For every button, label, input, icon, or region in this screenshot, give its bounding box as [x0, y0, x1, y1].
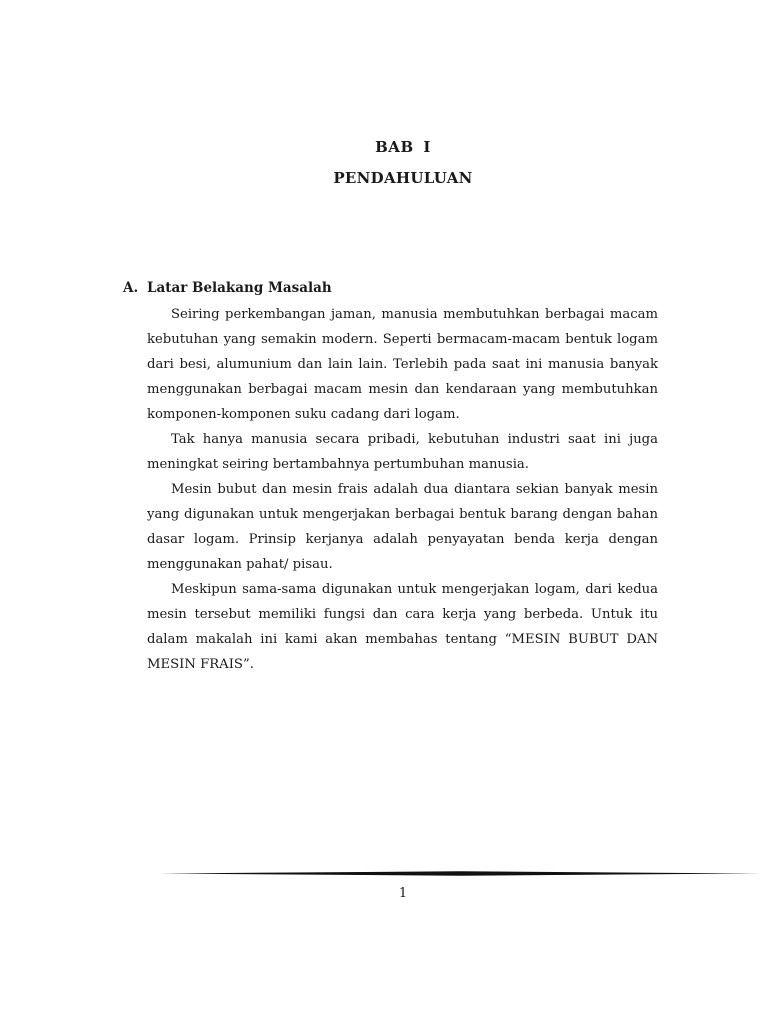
- page-number: 1: [398, 886, 408, 901]
- paragraph: Seiring perkembangan jaman, manusia membutuhkan berbagai macam kebutuhan yang semakin modern. Seperti bermacam-macam bentuk logam dari besi, alumunium dan lain lain. Terlebih pada saat ini manusia banyak menggunakan berbagai macam mesin dan kendaraan yang membutuhkan komponen-komponen suku cadang dari logam.: [147, 307, 658, 422]
- paragraph: Tak hanya manusia secara pribadi, kebutuhan industri saat ini juga meningkat seiring bertambahnya pertumbuhan manusia.: [147, 432, 658, 472]
- section-heading: [123, 280, 332, 296]
- paragraph: Meskipun sama-sama digunakan untuk mengerjakan logam, dari kedua mesin tersebut memiliki fungsi dan cara kerja yang berbeda. Untuk itu dalam makalah ini kami akan membahas tentang “MESIN BUBUT DAN MESIN FRAIS”.: [147, 582, 658, 672]
- section-title: Latar Belakang Masalah: [147, 280, 332, 296]
- chapter-title: PENDAHULUAN: [333, 169, 473, 187]
- footer-divider: [160, 871, 760, 876]
- chapter-number: BAB I: [375, 138, 431, 156]
- body-text: [147, 302, 658, 677]
- paragraph: Mesin bubut dan mesin frais adalah dua diantara sekian banyak mesin yang digunakan untuk mengerjakan berbagai bentuk barang dengan bahan dasar logam. Prinsip kerjanya adalah penyayatan benda kerja dengan menggunakan pahat/ pisau.: [147, 482, 658, 572]
- footer-divider-shape: [160, 871, 760, 875]
- section-marker: A.: [123, 280, 139, 296]
